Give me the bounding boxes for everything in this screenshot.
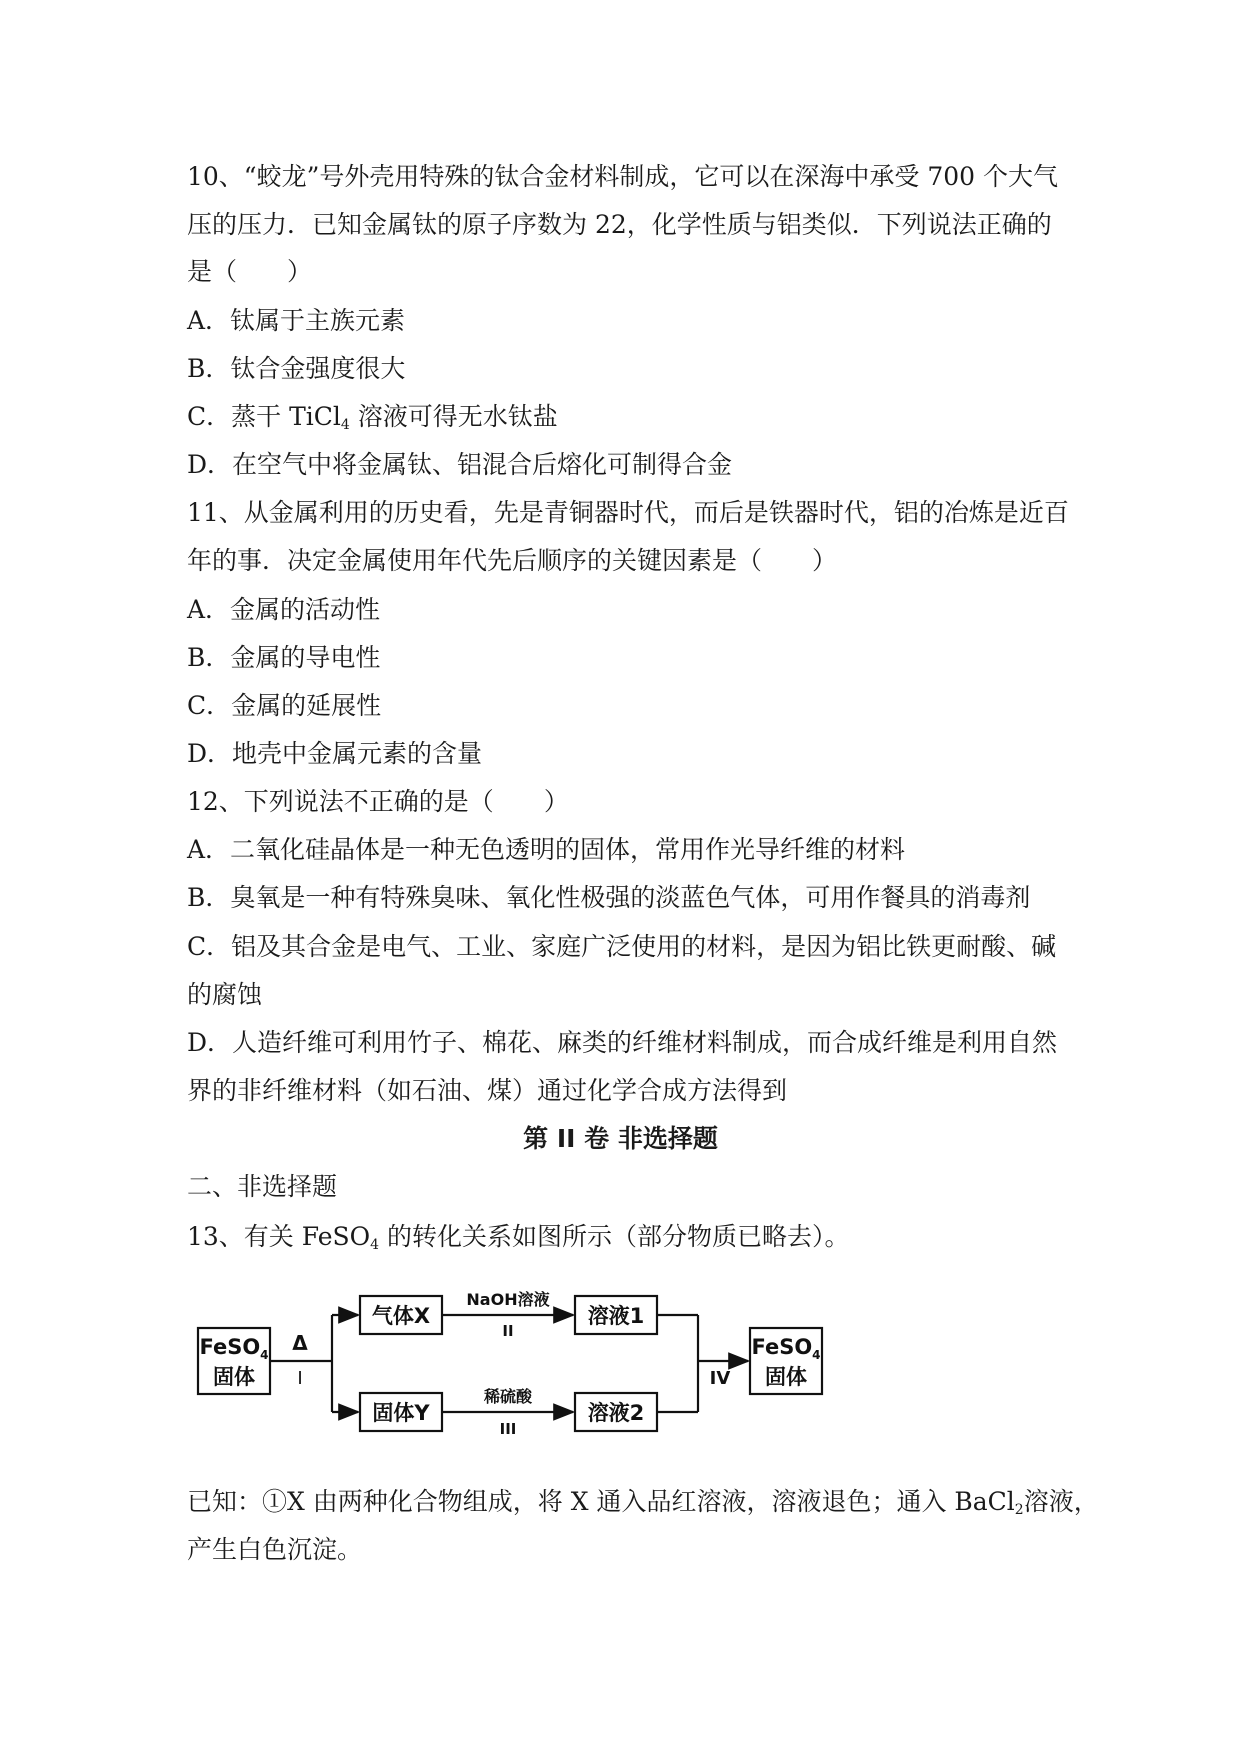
start-state: 固体 [213,1365,255,1389]
q10-option-c-post: 溶液可得无水钛盐 [349,402,558,431]
q12-stem: 12、下列说法不正确的是（ ） [187,787,569,816]
q11-option-c: C．金属的延展性 [187,691,382,720]
end-formula: FeSO [751,1335,813,1359]
q13-known-post: 溶液， [1023,1487,1099,1516]
step-4-label: IV [709,1368,731,1389]
end-state: 固体 [765,1365,807,1389]
q10-option-c [187,402,558,440]
solution-1-label: 溶液1 [587,1304,645,1328]
step-1-condition: Δ [292,1331,308,1355]
q13-stem-sub: 4 [370,1237,380,1253]
q11-option-a: A．金属的活动性 [187,595,381,624]
q12-option-a: A．二氧化硅晶体是一种无色透明的固体，常用作光导纤维的材料 [187,835,906,864]
q12-option-c-line2: 的腐蚀 [187,980,263,1009]
step-2-condition: NaOH溶液 [466,1290,550,1309]
q10-option-a: A．钛属于主族元素 [187,306,406,335]
q11-option-d: D．地壳中金属元素的含量 [187,739,483,768]
q11-option-b: B．金属的导电性 [187,643,381,672]
q10-stem-line3: 是（ ） [187,257,313,286]
q12-option-d-line2: 界的非纤维材料（如石油、煤）通过化学合成方法得到 [187,1076,788,1105]
svg-text:FeSO4 [751,1335,820,1362]
q13-stem [187,1222,850,1260]
section-title: 第 II 卷 非选择题 [523,1124,718,1153]
q10-option-c-pre: C．蒸干 TiCl [187,402,341,431]
q12-option-b: B．臭氧是一种有特殊臭味、氧化性极强的淡蓝色气体，可用作餐具的消毒剂 [187,883,1031,912]
gas-x-label: 气体X [371,1304,431,1328]
solution-2-label: 溶液2 [587,1401,645,1425]
step-1-label: I [297,1368,303,1389]
q12-option-c-line1: C．铝及其合金是电气、工业、家庭广泛使用的材料，是因为铝比铁更耐酸、碱 [187,932,1057,961]
end-formula-sub: 4 [812,1348,821,1362]
q10-stem-line2: 压的压力．已知金属钛的原子序数为 22，化学性质与铝类似．下列说法正确的 [187,210,1052,239]
q10-stem-line1: 10、“蛟龙”号外壳用特殊的钛合金材料制成，它可以在深海中承受 700 个大气 [187,162,1058,191]
start-formula: FeSO [199,1335,261,1359]
q13-known-pre: 已知：①X 由两种化合物组成，将 X 通入品红溶液，溶液退色；通入 BaCl [187,1487,1015,1516]
conversion-diagram [190,1278,850,1448]
step-3-label: III [499,1420,517,1438]
section-heading: 二、非选择题 [187,1172,338,1201]
q13-stem-pre: 13、有关 FeSO [187,1222,371,1251]
svg-text:FeSO4 [199,1335,268,1362]
q10-option-b: B．钛合金强度很大 [187,354,406,383]
solid-y-label: 固体Y [372,1401,430,1425]
step-3-condition: 稀硫酸 [483,1387,533,1406]
q11-stem-line2: 年的事．决定金属使用年代先后顺序的关键因素是（ ） [187,546,838,575]
q13-known-sub: 2 [1014,1502,1024,1518]
q10-option-c-sub: 4 [340,417,350,433]
step-2-label: II [502,1322,514,1340]
q13-known-line1 [187,1487,1099,1525]
q13-stem-post: 的转化关系如图所示（部分物质已略去）。 [379,1222,850,1251]
start-formula-sub: 4 [260,1348,269,1362]
q13-known-line2: 产生白色沉淀。 [187,1535,363,1564]
q10-option-d: D．在空气中将金属钛、铝混合后熔化可制得合金 [187,450,733,479]
q12-option-d-line1: D．人造纤维可利用竹子、棉花、麻类的纤维材料制成，而合成纤维是利用自然 [187,1028,1058,1057]
q11-stem-line1: 11、从金属利用的历史看，先是青铜器时代，而后是铁器时代，铝的冶炼是近百 [187,498,1069,527]
